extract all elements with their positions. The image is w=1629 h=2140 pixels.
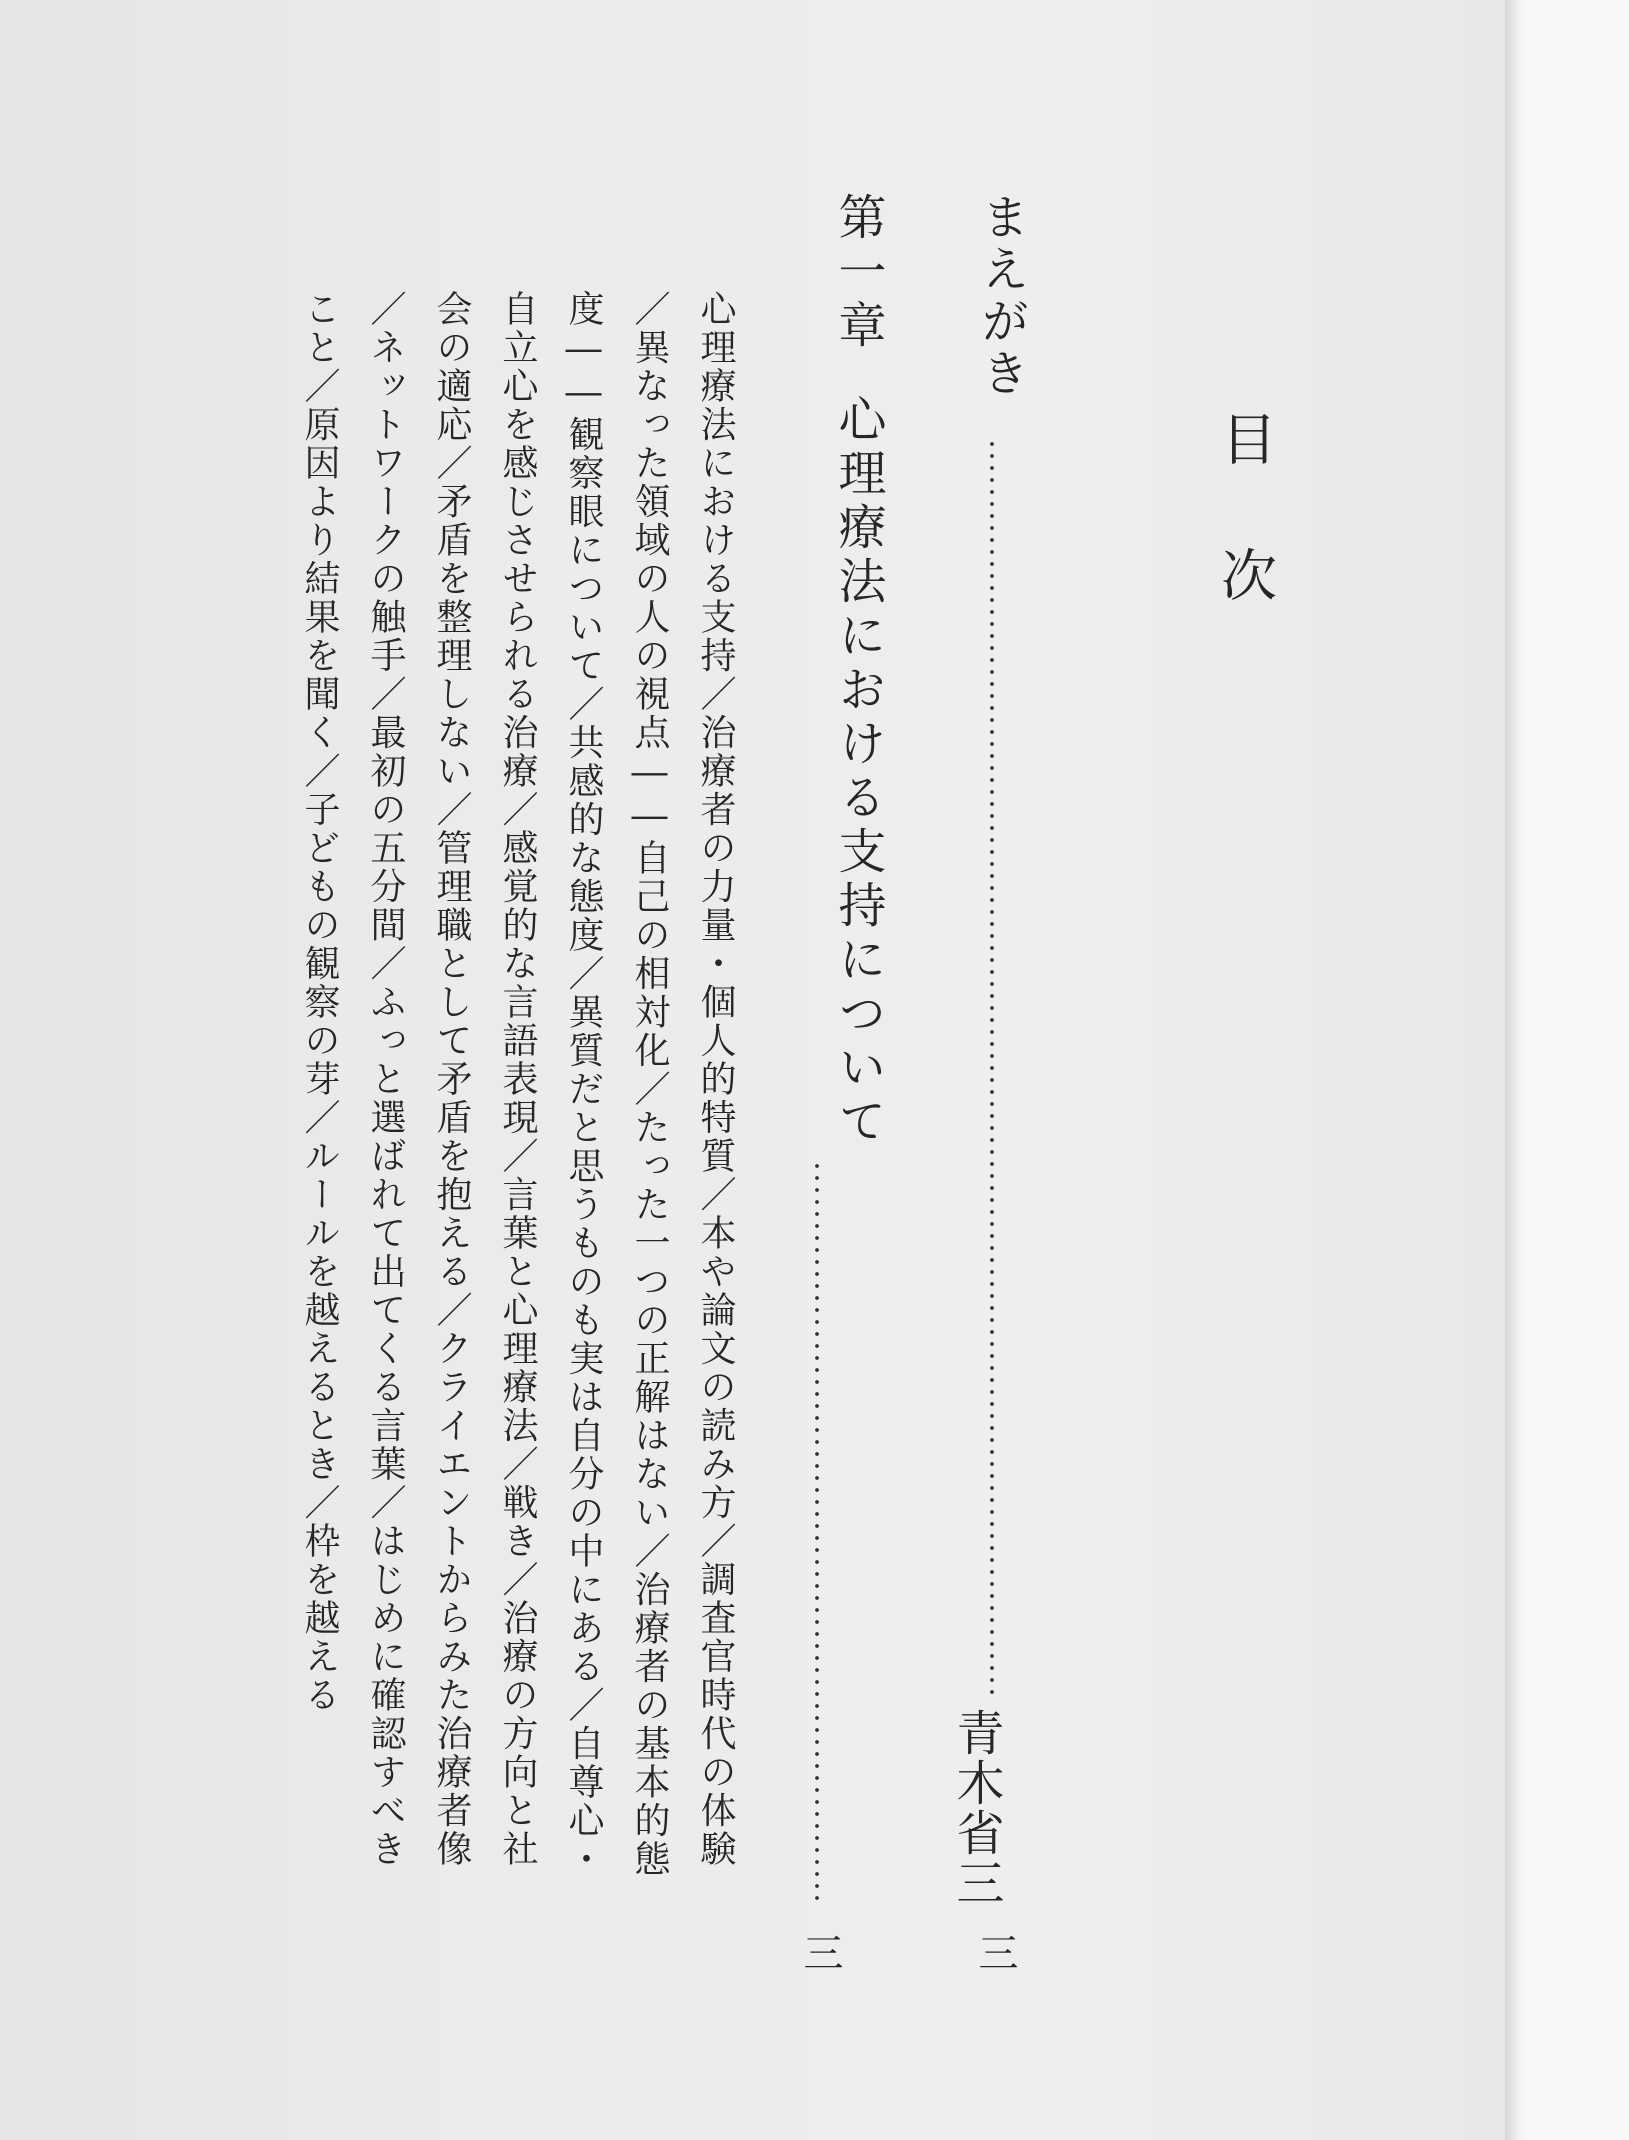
- page-edge: [1505, 0, 1529, 2140]
- preface-page-number: 三: [972, 1932, 1018, 1972]
- chapter-1-heading: [824, 192, 893, 1150]
- right-margin: [1529, 0, 1629, 2140]
- preface-author: 青木省三: [948, 1708, 1004, 1908]
- chapter-1-summary: 心理療法における支持／治療者の力量・個人的特質／本や論文の読み方／調査官時代の体験／異なった領域の人の視点――自己の相対化／たった一つの正解はない／治療者の基本的態度――観察眼について／共感的な態度／異質だと思うものも実は自分の中にある／自尊心・自立心を感じさせられる治療／感覚的な言語表現／言葉と心理療法／戦き／治療の方向と社会の適応／矛盾を整理しない／管理職として矛盾を抱える／クライエントからみた治療者像／ネットワークの触手／最初の五分間／ふっと選ばれて出てくる言葉／はじめに確認すべきこと／原因より結果を聞く／子どもの観察の芽／ルールを越えるとき／枠を越える: [299, 290, 736, 1879]
- chapter-1-title: 心理療法における支持について: [830, 394, 886, 1150]
- chapter-1-page-number: 三: [797, 1932, 843, 1972]
- chapter-1-number: 第一章: [830, 192, 886, 354]
- preface-leader-dots: [989, 438, 995, 1700]
- preface-label: まえがき: [973, 192, 1029, 400]
- toc-title: 目次: [1212, 410, 1277, 682]
- chapter-1-leader-dots: [814, 1160, 820, 1900]
